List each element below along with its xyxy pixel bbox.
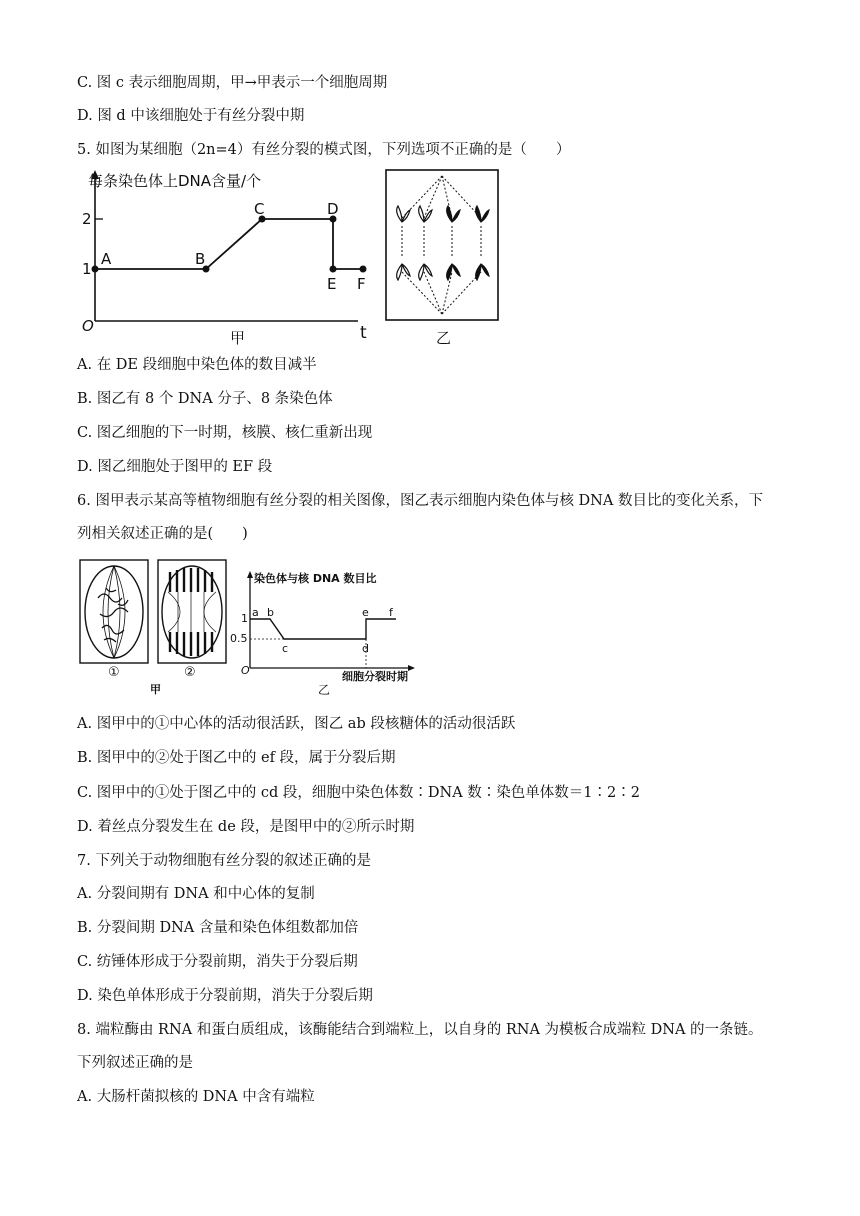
point-f (360, 266, 367, 273)
dna-content-line (95, 219, 363, 269)
question-7-stem: 7. 下列关于动物细胞有丝分裂的叙述正确的是 (77, 853, 371, 869)
y-tick-2: 2 (82, 210, 92, 228)
option-7a: A. 分裂间期有 DNA 和中心体的复制 (77, 886, 315, 902)
option-4c: C. 图 c 表示细胞周期，甲→甲表示一个细胞周期 (77, 75, 388, 91)
point-c-label: c (282, 642, 289, 655)
question-5-stem: 5. 如图为某细胞（2n=4）有丝分裂的模式图，下列选项不正确的是（ ） (77, 142, 571, 158)
option-5a: A. 在 DE 段细胞中染色体的数目减半 (77, 357, 317, 373)
fig6-yi-caption: 乙 (318, 683, 331, 697)
point-f-label: F (357, 275, 366, 293)
spindle-fibers (402, 176, 481, 314)
option-6a: A. 图甲中的①中心体的活动很活跃，图乙 ab 段核糖体的活动很活跃 (77, 716, 516, 732)
point-b-label: b (267, 606, 274, 619)
fig5-jia-caption: 甲 (230, 329, 246, 347)
point-a-label: A (101, 250, 112, 268)
point-d-label: d (362, 642, 369, 655)
point-e-label: E (327, 275, 337, 293)
x-axis-arrow (408, 665, 415, 671)
option-8a: A. 大肠杆菌拟核的 DNA 中含有端粒 (77, 1089, 315, 1105)
point-b-label: B (195, 250, 206, 268)
x-axis-label: 细胞分裂时期 (342, 670, 408, 683)
question-8-stem: 8. 端粒酶由 RNA 和蛋白质组成，该酶能结合到端粒上，以自身的 RNA 为模板合成端粒 DNA 的一条链。 (77, 1022, 763, 1038)
point-e (330, 266, 337, 273)
fig5-yi-caption: 乙 (436, 329, 452, 347)
fig6-jia-cells (78, 558, 238, 696)
option-7c: C. 纺锤体形成于分裂前期，消失于分裂后期 (77, 954, 358, 970)
question-8-stem-cont: 下列叙述正确的是 (77, 1055, 193, 1071)
option-6c: C. 图甲中的①处于图乙中的 cd 段，细胞中染色体数∶DNA 数∶染色单体数＝1∶2∶2 (77, 785, 640, 801)
cell-2-label: ② (184, 665, 196, 680)
y-axis-label: 染色体与核 DNA 数目比 (254, 572, 377, 585)
question-6-stem: 6. 图甲表示某高等植物细胞有丝分裂的相关图像，图乙表示细胞内染色体与核 DNA 数目比的变化关系，下 (77, 493, 763, 509)
point-d-label: D (327, 200, 339, 218)
point-a-label: a (252, 606, 259, 619)
option-5d: D. 图乙细胞处于图甲的 EF 段 (77, 459, 273, 475)
option-5c: C. 图乙细胞的下一时期，核膜、核仁重新出现 (77, 425, 373, 441)
point-f-label: f (389, 606, 393, 619)
y-tick-0-5: 0.5 (230, 632, 248, 645)
cell-outline (386, 170, 498, 320)
y-tick-1: 1 (241, 612, 248, 625)
fig6-yi-graph (230, 570, 423, 698)
fig5-yi-cell (384, 168, 502, 348)
option-4d: D. 图 d 中该细胞处于有丝分裂中期 (77, 108, 305, 124)
y-axis-arrow (247, 571, 253, 578)
option-7d: D. 染色单体形成于分裂前期，消失于分裂后期 (77, 988, 373, 1004)
option-7b: B. 分裂间期 DNA 含量和染色体组数都加倍 (77, 920, 359, 936)
ratio-line (250, 619, 396, 639)
x-axis-label: t (360, 323, 367, 343)
y-tick-1: 1 (82, 260, 92, 278)
fig6-jia-caption: 甲 (150, 683, 161, 696)
question-6-stem-cont: 列相关叙述正确的是( ) (77, 526, 248, 542)
fig5-jia-graph (78, 168, 378, 348)
point-a (92, 266, 99, 273)
point-c-label: C (254, 200, 265, 218)
option-5b: B. 图乙有 8 个 DNA 分子、8 条染色体 (77, 391, 333, 407)
option-6d: D. 着丝点分裂发生在 de 段，是图甲中的②所示时期 (77, 819, 415, 835)
y-axis-label: 每条染色体上DNA含量/个 (88, 172, 262, 190)
point-e-label: e (362, 606, 369, 619)
option-6b: B. 图甲中的②处于图乙中的 ef 段，属于分裂后期 (77, 750, 396, 766)
origin-label: O (241, 664, 250, 677)
cell-1-label: ① (108, 665, 120, 680)
origin-label: O (82, 317, 94, 335)
